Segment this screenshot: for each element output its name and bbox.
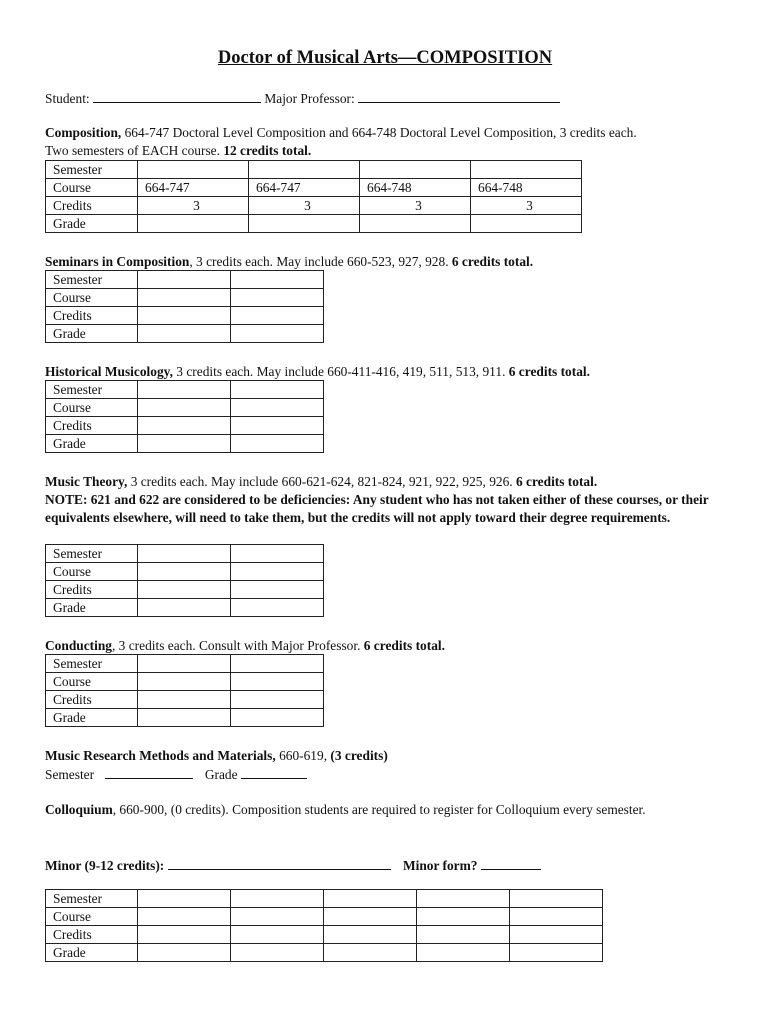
table-row (46, 399, 324, 417)
table-cell[interactable] (471, 215, 582, 233)
table-cell[interactable] (138, 926, 231, 944)
student-label: Student: (45, 91, 90, 106)
credits-cell: 3 (138, 197, 249, 215)
row-label-credits: Credits (46, 926, 138, 944)
student-professor-line (45, 89, 730, 108)
row-label-semester: Semester (46, 381, 138, 399)
historical-table (45, 380, 324, 453)
table-row (46, 655, 324, 673)
table-row (46, 926, 603, 944)
table-cell[interactable] (138, 381, 231, 399)
table-cell[interactable] (138, 890, 231, 908)
table-cell[interactable] (231, 307, 324, 325)
conducting-total: 6 credits total. (363, 638, 445, 653)
research-credits: (3 credits) (330, 748, 388, 763)
table-cell[interactable] (231, 691, 324, 709)
historical-total: 6 credits total. (508, 364, 590, 379)
table-cell[interactable] (417, 890, 510, 908)
row-label-course: Course (46, 179, 138, 197)
table-cell[interactable] (138, 691, 231, 709)
row-label-credits: Credits (46, 581, 138, 599)
composition-heading (45, 124, 730, 142)
minor-form-label: Minor form? (402, 858, 478, 873)
table-row (46, 271, 324, 289)
research-semester-label: Semester (45, 767, 95, 782)
row-label-semester: Semester (46, 890, 138, 908)
table-row (46, 417, 324, 435)
table-cell[interactable] (231, 655, 324, 673)
row-label-course: Course (46, 673, 138, 691)
historical-description: 3 credits each. May include 660-411-416, 419, 511, 513, 911. (172, 364, 509, 379)
table-row (46, 161, 582, 179)
course-cell: 664-748 (360, 179, 471, 197)
composition-description-2: Two semesters of EACH course. (45, 143, 224, 158)
composition-table (45, 160, 582, 233)
composition-title: Composition, (45, 125, 122, 140)
historical-title: Historical Musicology, (45, 364, 173, 379)
table-cell[interactable] (231, 944, 324, 962)
table-cell[interactable] (324, 890, 417, 908)
table-row (46, 599, 324, 617)
table-cell[interactable] (324, 908, 417, 926)
theory-title: Music Theory, (45, 474, 128, 489)
table-row (46, 563, 324, 581)
table-cell[interactable] (231, 289, 324, 307)
row-label-grade: Grade (46, 599, 138, 617)
table-cell[interactable] (138, 161, 249, 179)
conducting-description: , 3 credits each. Consult with Major Professor. (111, 638, 364, 653)
seminars-description: , 3 credits each. May include 660-523, 927, 928. (189, 254, 452, 269)
table-row (46, 944, 603, 962)
table-row (46, 545, 324, 563)
row-label-grade: Grade (46, 709, 138, 727)
table-cell[interactable] (138, 545, 231, 563)
table-cell[interactable] (138, 908, 231, 926)
page-title: Doctor of Musical Arts—COMPOSITION (217, 48, 553, 68)
research-title: Music Research Methods and Materials, (45, 748, 276, 763)
row-label-credits: Credits (46, 307, 138, 325)
table-cell[interactable] (360, 215, 471, 233)
table-cell[interactable] (138, 563, 231, 581)
row-label-credits: Credits (46, 417, 138, 435)
table-row (46, 435, 324, 453)
row-label-semester: Semester (46, 655, 138, 673)
row-label-course: Course (46, 908, 138, 926)
table-row (46, 197, 582, 215)
theory-total: 6 credits total. (515, 474, 598, 489)
row-label-course: Course (46, 289, 138, 307)
credits-cell: 3 (360, 197, 471, 215)
course-cell: 664-748 (471, 179, 582, 197)
theory-table (45, 544, 324, 617)
table-row (46, 890, 603, 908)
seminars-title: Seminars in Composition (45, 254, 190, 269)
table-cell[interactable] (138, 709, 231, 727)
conducting-table (45, 654, 324, 727)
conducting-heading (45, 637, 730, 655)
credits-cell: 3 (249, 197, 360, 215)
table-cell[interactable] (138, 271, 231, 289)
table-cell[interactable] (360, 161, 471, 179)
major-professor-label: Major Professor: (264, 91, 355, 106)
theory-description: 3 credits each. May include 660-621-624, 821-824, 921, 922, 925, 926. (127, 474, 516, 489)
row-label-grade: Grade (46, 325, 138, 343)
row-label-credits: Credits (46, 197, 138, 215)
seminars-table (45, 270, 324, 343)
research-grade-field[interactable] (241, 765, 307, 779)
table-cell[interactable] (138, 673, 231, 691)
table-cell[interactable] (231, 926, 324, 944)
colloquium-paragraph (45, 801, 730, 819)
row-label-grade: Grade (46, 215, 138, 233)
table-cell[interactable] (138, 215, 249, 233)
theory-heading (45, 473, 730, 491)
table-cell[interactable] (138, 307, 231, 325)
table-cell[interactable] (138, 289, 231, 307)
table-cell[interactable] (324, 944, 417, 962)
table-cell[interactable] (231, 908, 324, 926)
table-cell[interactable] (231, 545, 324, 563)
table-cell[interactable] (138, 655, 231, 673)
table-cell[interactable] (231, 271, 324, 289)
table-cell[interactable] (417, 944, 510, 962)
table-cell[interactable] (138, 325, 231, 343)
course-cell: 664-747 (138, 179, 249, 197)
row-label-semester: Semester (46, 271, 138, 289)
table-cell[interactable] (249, 161, 360, 179)
research-course-number: 660-619, (275, 748, 331, 763)
table-row (46, 691, 324, 709)
historical-heading (45, 363, 730, 381)
colloquium-description: , 660-900, (0 credits). Composition students are required to register for Colloquium every semester. (112, 802, 646, 817)
table-row (46, 709, 324, 727)
table-cell[interactable] (510, 890, 603, 908)
table-cell[interactable] (249, 215, 360, 233)
minor-line (45, 856, 730, 875)
table-row (46, 289, 324, 307)
table-row (46, 179, 582, 197)
table-cell[interactable] (510, 944, 603, 962)
table-cell[interactable] (138, 399, 231, 417)
credits-cell: 3 (471, 197, 582, 215)
table-cell[interactable] (510, 908, 603, 926)
minor-table (45, 889, 603, 962)
seminars-total: 6 credits total. (451, 254, 534, 269)
table-cell[interactable] (231, 417, 324, 435)
table-cell[interactable] (231, 581, 324, 599)
composition-description: 664-747 Doctoral Level Composition and 664-748 Doctoral Level Composition, 3 credits each. (121, 125, 637, 140)
row-label-course: Course (46, 563, 138, 581)
row-label-credits: Credits (46, 691, 138, 709)
minor-label: Minor (9-12 credits): (45, 858, 165, 873)
table-cell[interactable] (471, 161, 582, 179)
row-label-course: Course (46, 399, 138, 417)
table-row (46, 307, 324, 325)
table-cell[interactable] (138, 944, 231, 962)
table-cell[interactable] (417, 926, 510, 944)
row-label-grade: Grade (46, 944, 138, 962)
table-cell[interactable] (231, 399, 324, 417)
colloquium-title: Colloquium (45, 802, 113, 817)
table-cell[interactable] (231, 325, 324, 343)
row-label-semester: Semester (46, 161, 138, 179)
conducting-title: Conducting (45, 638, 112, 653)
row-label-semester: Semester (46, 545, 138, 563)
table-row (46, 381, 324, 399)
table-row (46, 325, 324, 343)
table-row (46, 215, 582, 233)
table-cell[interactable] (231, 435, 324, 453)
research-fields-line (45, 765, 730, 784)
row-label-grade: Grade (46, 435, 138, 453)
table-row (46, 581, 324, 599)
composition-heading-line2 (45, 142, 730, 160)
course-cell: 664-747 (249, 179, 360, 197)
research-grade-label: Grade (204, 767, 238, 782)
table-cell[interactable] (231, 673, 324, 691)
composition-total: 12 credits total. (223, 143, 312, 158)
research-heading (45, 747, 730, 765)
minor-field[interactable] (168, 856, 391, 870)
theory-note: NOTE: 621 and 622 are considered to be deficiencies: Any student who has not taken either of these courses, or their equivalents elsewhere, will need to take them, but the credits will not apply toward their degree requirements. (45, 492, 709, 525)
major-professor-field[interactable] (358, 89, 560, 103)
table-cell[interactable] (231, 381, 324, 399)
table-cell[interactable] (417, 908, 510, 926)
table-cell[interactable] (231, 709, 324, 727)
student-name-field[interactable] (93, 89, 261, 103)
table-cell[interactable] (138, 599, 231, 617)
table-cell[interactable] (324, 926, 417, 944)
table-cell[interactable] (138, 435, 231, 453)
table-cell[interactable] (231, 890, 324, 908)
table-cell[interactable] (231, 563, 324, 581)
seminars-heading (45, 253, 730, 271)
table-cell[interactable] (510, 926, 603, 944)
table-row (46, 673, 324, 691)
minor-form-field[interactable] (481, 856, 541, 870)
research-semester-field[interactable] (105, 765, 193, 779)
table-cell[interactable] (138, 417, 231, 435)
table-row (46, 908, 603, 926)
table-cell[interactable] (138, 581, 231, 599)
table-cell[interactable] (231, 599, 324, 617)
